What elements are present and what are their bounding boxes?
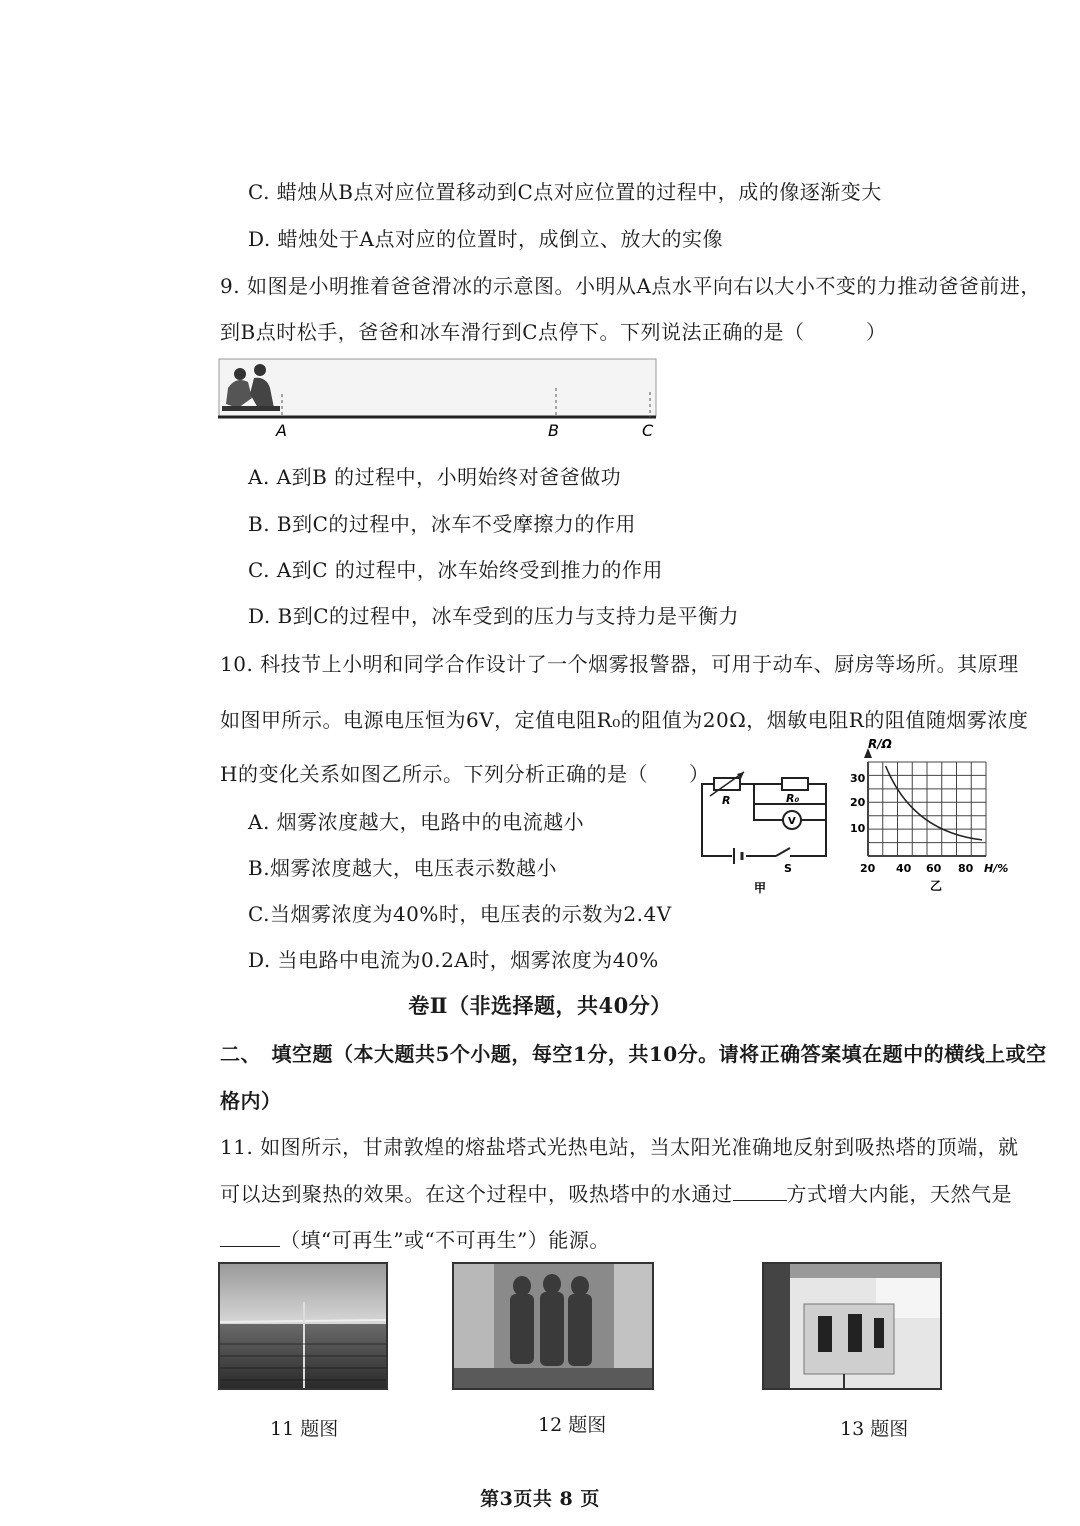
q9-skating-figure [218,358,658,440]
label-r0: R₀ [786,792,800,805]
q9-option-c: C. A到C 的过程中，冰车始终受到推力的作用 [248,558,663,582]
caption-jia: 甲 [754,881,767,895]
q11-stem-line1: 11. 如图所示，甘肃敦煌的熔盐塔式光热电站，当太阳光准确地反射到吸热塔的顶端，就 [220,1135,1019,1159]
x-axis-label: H/% [984,862,1009,875]
x-tick-60: 60 [926,862,942,875]
q10-resistance-graph [838,734,1014,896]
q10-option-c: C.当烟雾浓度为40%时，电压表的示数为2.4V [248,902,672,926]
fig13-caption: 13 题图 [840,1418,909,1440]
q8-option-c: C. 蜡烛从B点对应位置移动到C点对应位置的过程中，成的像逐渐变大 [248,180,882,204]
fig12-caption: 12 题图 [538,1414,607,1436]
y-tick-20: 20 [850,796,866,809]
q11-text-part2: 方式增大内能，天然气是 [786,1182,1012,1206]
q10-stem-line1: 10. 科技节上小明和同学合作设计了一个烟雾报警器，可用于动车、厨房等场所。其原理 [220,652,1019,676]
q10-option-d: D. 当电路中电流为0.2A时，烟雾浓度为40% [248,948,659,972]
ice-background [219,359,656,416]
label-s: S [784,862,792,875]
x-tick-20: 20 [860,862,876,875]
label-c: C [642,421,654,440]
q11-text-part1: 可以达到聚热的效果。在这个过程中，吸热塔中的水通过 [220,1182,733,1206]
q8-option-d: D. 蜡烛处于A点对应的位置时，成倒立、放大的实像 [248,227,723,251]
caption-yi: 乙 [930,879,943,893]
x-tick-40: 40 [896,862,912,875]
resistor-r0 [782,778,808,790]
section2-heading-line1: 二、 填空题（本大题共5个小题，每空1分，共10分。请将正确答案填在题中的横线上或空 [220,1042,1047,1066]
q9-option-b: B. B到C的过程中，冰车不受摩擦力的作用 [248,512,636,536]
section2-heading-line2: 格内） [220,1089,282,1113]
label-b: B [548,421,559,440]
q11-answer-blank-1[interactable] [733,1182,787,1201]
y-tick-30: 30 [850,772,866,785]
fig13-photo-hairdryer [762,1262,942,1390]
fig11-photo-solar-plant [218,1262,388,1390]
y-axis-label: R/Ω [868,737,892,751]
q9-stem-line2: 到B点时松手，爸爸和冰车滑行到C点停下。下列说法正确的是（ ） [220,320,887,344]
q11-stem-line2 [220,1178,1012,1207]
label-r: R [722,794,731,807]
q11-stem-line3 [220,1224,610,1253]
q10-option-a: A. 烟雾浓度越大，电路中的电流越小 [248,810,585,834]
volume-ii-title: 卷Ⅱ（非选择题，共40分） [408,993,672,1018]
q10-option-b: B.烟雾浓度越大，电压表示数越小 [248,856,558,880]
page-footer: 第3页共 8 页 [480,1488,600,1510]
y-tick-10: 10 [850,822,866,835]
graph-grid [864,748,986,856]
q10-circuit-diagram [696,770,830,898]
q11-text-part3: （填“可再生”或“不可再生”）能源。 [280,1228,610,1252]
q10-stem-line2: 如图甲所示。电源电压恒为6V，定值电阻R₀的阻值为20Ω，烟敏电阻R的阻值随烟雾浓度 [220,708,1029,732]
x-tick-80: 80 [958,862,974,875]
q9-stem-line1: 9. 如图是小明推着爸爸滑冰的示意图。小明从A点水平向右以大小不变的力推动爸爸前进， [220,274,1041,298]
label-a: A [276,421,287,440]
q9-option-d: D. B到C的过程中，冰车受到的压力与支持力是平衡力 [248,604,740,628]
q11-answer-blank-2[interactable] [220,1228,280,1247]
fig12-photo-crowd [452,1262,654,1390]
q10-stem-line3: H的变化关系如图乙所示。下列分析正确的是（ ） [220,762,710,786]
q9-option-a: A. A到B 的过程中，小明始终对爸爸做功 [248,465,622,489]
fig11-caption: 11 题图 [270,1418,339,1440]
label-v: V [788,816,796,827]
